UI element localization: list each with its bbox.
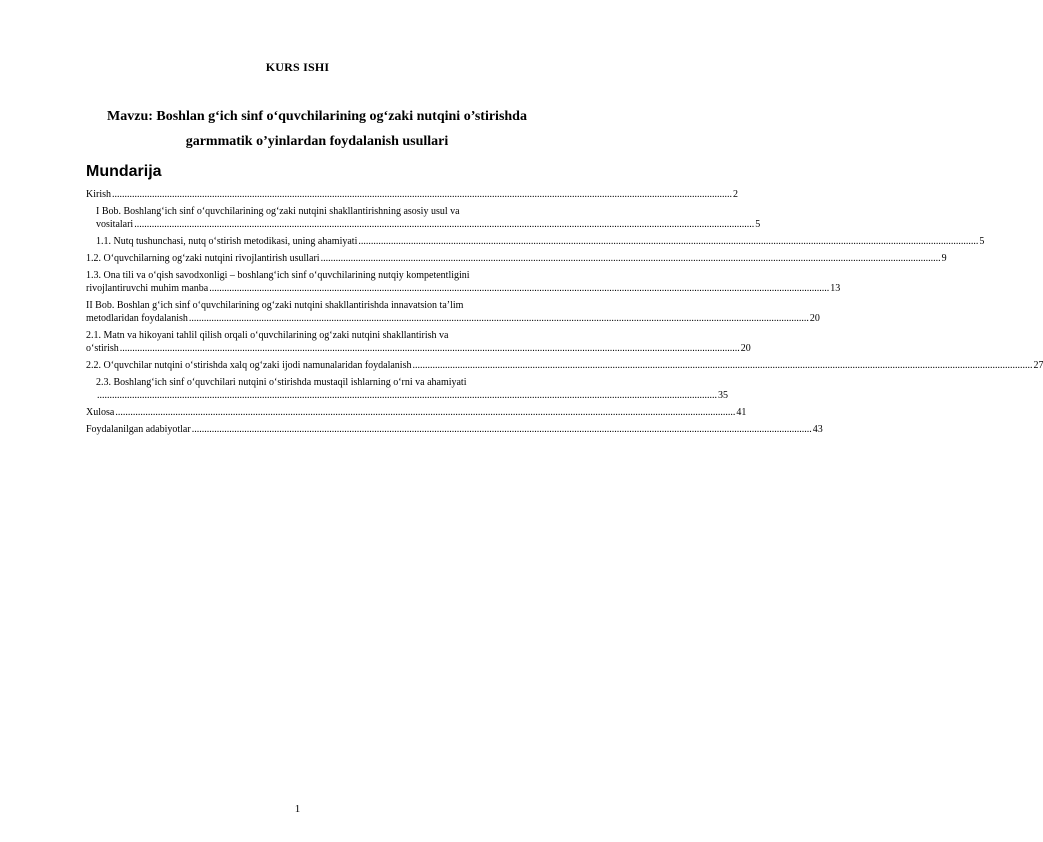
toc-entry-text: Xulosa: [86, 407, 115, 418]
toc-entry-text-line-2: metodlaridan foydalanish: [86, 313, 188, 324]
toc-heading: Mundarija: [86, 163, 162, 180]
topic-title-line-2: garmmatik o’yinlardan foydalanish usullari: [185, 134, 449, 149]
toc-entry-page: 41: [736, 407, 747, 418]
toc-entry-page: 9: [941, 253, 947, 264]
toc-entry-text-line-2: vositalari: [96, 219, 134, 230]
toc-leader-dots: [112, 188, 732, 201]
toc-entry-page: 13: [830, 283, 841, 294]
toc-entry-1-2[interactable]: [86, 252, 947, 265]
toc-entry-text-line-2: rivojlantiruvchi muhim manba: [86, 283, 209, 294]
toc-leader-dots: [412, 359, 1032, 372]
toc-leader-dots: [358, 235, 978, 248]
toc-entry-text: 1.1. Nutq tushunchasi, nutq o‘stirish metodikasi, uning ahamiyati: [96, 236, 358, 247]
toc-leader-dots: [209, 282, 829, 295]
toc-entry-chapter-2[interactable]: [86, 299, 820, 325]
toc-leader-dots: [115, 406, 735, 419]
toc-entry-chapter-1[interactable]: [86, 205, 761, 231]
toc-leader-dots: [321, 252, 941, 265]
toc-leader-dots: [189, 312, 809, 325]
toc-leader-dots: [120, 342, 740, 355]
toc-entry-page: 20: [809, 313, 820, 324]
toc-leader-dots: [134, 218, 754, 231]
toc-entry-text-line-1: 2.1. Matn va hikoyani tahlil qilish orqali o‘quvchilarining og‘zaki nutqini shakllantirish va: [86, 330, 449, 341]
topic-title: [86, 104, 548, 154]
toc-entry-page: 5: [755, 219, 761, 230]
toc-leader-dots: [192, 423, 812, 436]
toc-leader-dots: [97, 389, 717, 402]
table-of-contents: [86, 188, 1043, 440]
topic-title-line-1: Mavzu: Boshlan g‘ich sinf o‘quvchilarining og‘zaki nutqini o’stirishda: [107, 109, 527, 124]
toc-entry-text: Kirish: [86, 189, 111, 200]
toc-entry-text-line-1: II Bob. Boshlan g‘ich sinf o‘quvchilarining og‘zaki nutqini shakllantirishda innavatsion ta’lim: [86, 300, 464, 311]
toc-entry-page: 43: [812, 424, 823, 435]
course-title: KURS ISHI: [265, 60, 330, 74]
toc-entry-page: 27: [1033, 360, 1043, 371]
toc-entry-xulosa[interactable]: [86, 406, 747, 419]
toc-entry-1-1[interactable]: [86, 235, 985, 248]
toc-entry-text-line-1: 1.3. Ona tili va o‘qish savodxonligi – boshlang‘ich sinf o‘quvchilarining nutqiy kompetentligini: [86, 270, 470, 281]
toc-entry-page: 35: [718, 390, 728, 401]
toc-entry-text: 1.2. O‘quvchilarning og‘zaki nutqini rivojlantirish usullari: [86, 253, 320, 264]
toc-entry-text: Foydalanilgan adabiyotlar: [86, 424, 191, 435]
toc-entry-2-3[interactable]: [86, 376, 728, 402]
toc-entry-page: 2: [733, 189, 738, 200]
toc-entry-text-line-1: I Bob. Boshlang‘ich sinf o‘quvchilarining og‘zaki nutqini shakllantirishning asosiy usul va: [96, 206, 460, 217]
toc-entry-2-1[interactable]: [86, 329, 751, 355]
toc-entry-text: 2.2. O‘quvchilar nutqini o‘stirishda xalq og‘zaki ijodi namunalaridan foydalanish: [86, 360, 412, 371]
toc-entry-1-3[interactable]: [86, 269, 841, 295]
page-number: 1: [294, 803, 301, 815]
toc-entry-page: 20: [740, 343, 751, 354]
toc-entry-kirish[interactable]: [86, 188, 738, 201]
toc-entry-page: 5: [979, 236, 985, 247]
toc-entry-references[interactable]: [86, 423, 823, 436]
toc-entry-text-line-1: 2.3. Boshlang‘ich sinf o‘quvchilari nutqini o‘stirishda mustaqil ishlarning o‘rni va ahamiyati: [96, 377, 467, 388]
toc-entry-2-2[interactable]: [86, 359, 1043, 372]
toc-entry-text-line-2: o‘stirish: [86, 343, 119, 354]
